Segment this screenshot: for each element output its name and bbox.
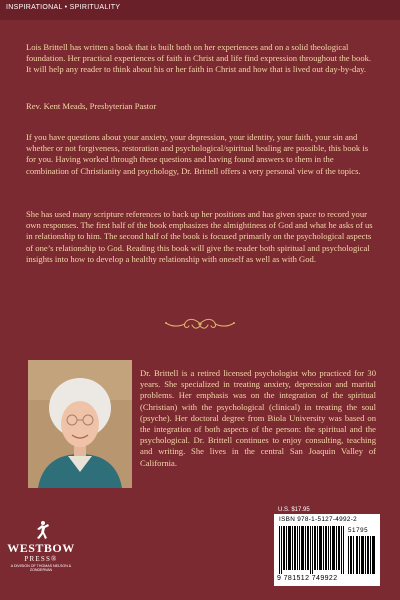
publisher-division: A DIVISION OF THOMAS NELSON & ZONDERVAN: [10, 564, 72, 572]
description-paragraph-2: She has used many scripture references to back up her positions and has given space to record your own responses. The first half of the book emphasizes the almightiness of God and what he asks of us in relationship to him. The second half of the book is focused primarily on the psychological aspects of one’s relationship to God. Reading this book will give the reader both spiritual and psychological insights into how to develop a healthy relationship with oneself as well as with God.: [26, 209, 373, 264]
barcode-bars-icon: [279, 526, 345, 574]
publisher-name: WESTBOW: [7, 541, 75, 555]
publisher-figure-icon: [31, 520, 51, 540]
author-photo: [28, 360, 132, 488]
category-label: INSPIRATIONAL • SPIRITUALITY: [6, 4, 121, 11]
ean-digits: 9 781512 749922: [277, 575, 338, 582]
endorsement-attribution: Rev. Kent Meads, Presbyterian Pastor: [26, 101, 157, 111]
endorsement-paragraph: Lois Brittell has written a book that is built both on her experiences and on a solid theological foundation. Her practical experiences of faith in Christ and life find expression throughout the book. It will help any reader to think about his or her faith in Christ and how that is lived out day-by-day.: [26, 42, 372, 75]
price-code: 51795: [348, 527, 369, 534]
description-paragraph-1: If you have questions about your anxiety, your depression, your identity, your faith, your sin and whether or not forgiveness, restoration and psychological/spiritual healing are possible, this book is for you. Having worked through these questions and having found answers to them in the combination of Christianity and psychology, Dr. Brittell offers a very personal view of the topics.: [26, 132, 369, 176]
author-bio: Dr. Brittell is a retired licensed psychologist who practiced for 30 years. She specialized in treating anxiety, depression and marital problems. Her emphasis was on the integration of the spiritual (Christian) with the psychological (clinical) in treating the soul (psyche). Her doctoral degree from Biola University was based on the integration of both aspects of the person: the spiritual and the psychological. Dr. Brittell continues to enjoy consulting, teaching and writing. She lives in the central San Joaquin Valley of California.: [140, 368, 376, 468]
flourish-ornament-icon: [162, 315, 238, 333]
price-label: U.S. $17.95: [278, 507, 310, 513]
publisher-press: PRESS®: [24, 555, 58, 563]
addon-barcode-bars-icon: [348, 536, 376, 574]
isbn-barcode: [274, 514, 380, 586]
isbn-number: ISBN 978-1-5127-4992-2: [279, 516, 358, 523]
publisher-logo: [4, 520, 78, 572]
